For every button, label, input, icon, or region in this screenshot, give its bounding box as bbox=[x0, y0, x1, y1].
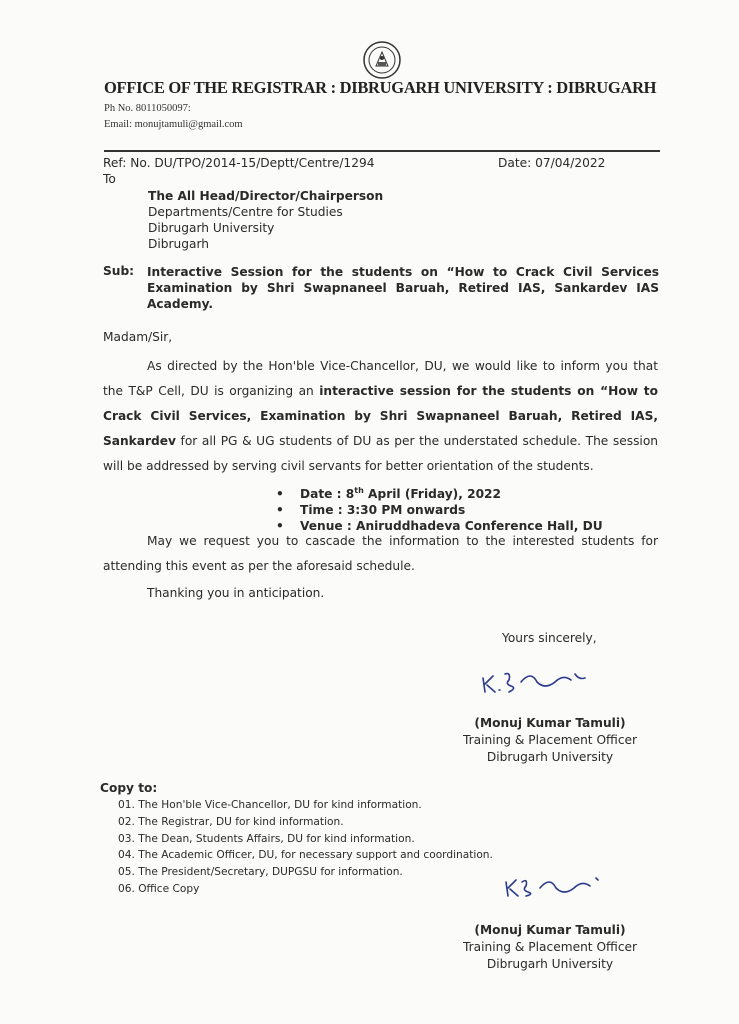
signatory-designation-2: Training & Placement Officer bbox=[462, 940, 638, 954]
closing-line: Yours sincerely, bbox=[502, 631, 597, 645]
paragraph1-bold: interactive session for the students on “How to Crack Civil Services, Examination by Shri Swapnaneel Baruah, Retired IAS, Sankardev bbox=[103, 384, 658, 448]
copy-to-item: 02. The Registrar, DU for kind information. bbox=[118, 815, 344, 828]
letter-date: Date: 07/04/2022 bbox=[498, 156, 606, 170]
copy-to-item: 03. The Dean, Students Affairs, DU for kind information. bbox=[118, 832, 415, 845]
paragraph1-part2: for all PG & UG students of DU as per the understated schedule. The session will be addressed by serving civil servants for better orientation of the students. bbox=[103, 434, 658, 473]
copy-to-item: 05. The President/Secretary, DUPGSU for information. bbox=[118, 866, 403, 879]
copy-to-item: 01. The Hon'ble Vice-Chancellor, DU for kind information. bbox=[118, 799, 422, 811]
reference-number: Ref: No. DU/TPO/2014-15/Deptt/Centre/1294 bbox=[103, 156, 375, 170]
letterhead-email: Email: monujtamuli@gmail.com bbox=[104, 119, 243, 130]
copy-to-list bbox=[118, 797, 493, 898]
schedule-time: • Time : 3:30 PM onwards bbox=[276, 502, 603, 518]
schedule-venue: • Venue : Aniruddhadeva Conference Hall, DU bbox=[276, 518, 603, 534]
signatory-org-2: Dibrugarh University bbox=[486, 957, 614, 971]
schedule-date-sup: th bbox=[354, 486, 364, 495]
copy-to-label: Copy to: bbox=[100, 781, 158, 795]
handwritten-signature-1 bbox=[475, 660, 625, 700]
letterhead-title: OFFICE OF THE REGISTRAR : DIBRUGARH UNIVERSITY : DIBRUGARH bbox=[104, 78, 657, 97]
signatory-name-2: (Monuj Kumar Tamuli) bbox=[474, 923, 626, 937]
to-label: To bbox=[103, 172, 116, 186]
paragraph1-part1: As directed by the Hon'ble Vice-Chancellor, DU, we would like to inform you that the T&P Cell, DU is organizing an bbox=[103, 359, 658, 398]
body-paragraph-2: May we request you to cascade the information to the interested students for attending this event as per the aforesaid schedule. bbox=[103, 534, 658, 573]
schedule-list bbox=[276, 483, 603, 534]
signatory-org-1: Dibrugarh University bbox=[486, 750, 614, 764]
schedule-date-label: Date : 8 bbox=[300, 487, 355, 502]
schedule-date bbox=[276, 483, 603, 502]
recipient-line1: Departments/Centre for Studies bbox=[148, 205, 343, 219]
copy-to-item: 04. The Academic Officer, DU, for necessary support and coordination. bbox=[118, 849, 493, 862]
recipient-line2: Dibrugarh University bbox=[148, 221, 275, 235]
university-seal-logo bbox=[362, 40, 402, 80]
signatory-name-1: (Monuj Kumar Tamuli) bbox=[474, 716, 626, 730]
subject-label: Sub: bbox=[103, 264, 135, 278]
recipient-name: The All Head/Director/Chairperson bbox=[148, 189, 384, 203]
schedule-date-rest: April (Friday), 2022 bbox=[363, 487, 502, 502]
thanks-line: Thanking you in anticipation. bbox=[147, 586, 325, 600]
recipient-line3: Dibrugarh bbox=[148, 237, 209, 251]
header-divider bbox=[104, 150, 660, 152]
letterhead-phone: Ph No. 8011050097: bbox=[104, 103, 191, 114]
subject-text: Interactive Session for the students on “How to Crack Civil Services Examination by Shri Swapnaneel Baruah, Retired IAS, Sankardev IAS Academy. bbox=[147, 265, 659, 311]
signatory-designation-1: Training & Placement Officer bbox=[462, 733, 638, 747]
salutation: Madam/Sir, bbox=[103, 330, 173, 344]
copy-to-item: 06. Office Copy bbox=[118, 882, 200, 895]
handwritten-signature-2 bbox=[500, 866, 650, 906]
body-paragraph-1 bbox=[103, 354, 658, 479]
